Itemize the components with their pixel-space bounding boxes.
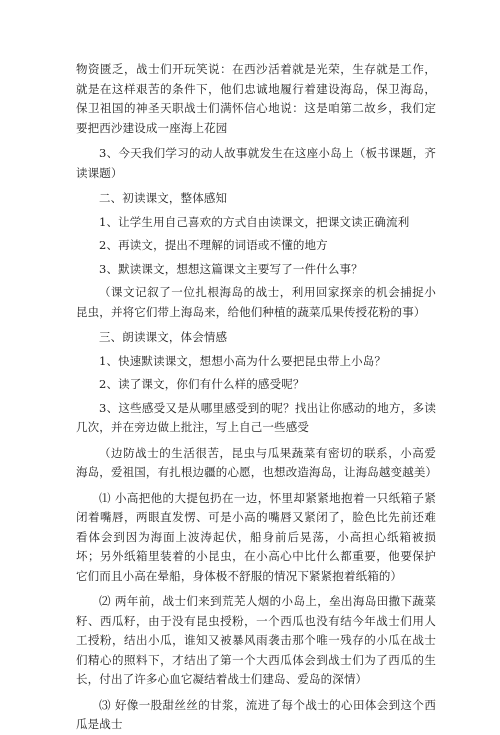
paragraph-summary-note: （课文记叙了一位扎根海岛的战士，利用回家探亲的机会捕捉小昆虫，并将它们带上海岛来，给他们种植的蔬菜瓜果传授花粉的事） — [76, 285, 436, 319]
paragraph-2-3: 3、默读课文，想想这篇课文主要写了一件什么事？ — [99, 261, 363, 276]
paragraph-2-1: 1、让学生用自己喜欢的方式自由读课文，把课文读正确流利 — [99, 214, 410, 229]
paragraph-2-2: 2、再读文，提出不理解的词语或不懂的地方 — [99, 238, 328, 252]
paragraph-3-2: 2、读了课文，你们有什么样的感受呢？ — [99, 377, 305, 391]
paragraph-point-3: ⑶ 好像一股甜丝丝的甘浆，流进了每个战士的心田体会到这个西瓜是战士 — [76, 697, 436, 731]
heading-section-2: 二、初读课文，整体感知 — [99, 191, 228, 205]
paragraph-3-3: 3、这些感受又是从哪里感受到的呢？找出让你感动的地方，多读几次，并在旁边做上批注，写上自己一些感受 — [76, 400, 436, 434]
paragraph-3-1: 1、快速默读课文，想想小高为什么要把昆虫带上小岛？ — [99, 353, 387, 368]
paragraph-intro-continued: 物资匮乏，战士们开玩笑说：在西沙活着就是光荣，生存就是工作，就是在这样艰苦的条件下，他们忠诚地履行着建设海岛，保卫海岛，保卫祖国的神圣天职战士们满怀信心地说：这是咱第二故乡，我们定要把西沙建设成一座海上花园 — [76, 62, 436, 135]
paragraph-feelings-note: （边防战士的生活很苦，昆虫与瓜果蔬菜有密切的联系，小高爱海岛，爱祖国，有扎根边疆的心愿，也想改造海岛，让海岛越变越美） — [76, 445, 438, 479]
paragraph-point-2: ⑵ 两年前，战士们来到荒芜人烟的小岛上，垒出海岛田撒下蔬菜籽、西瓜籽，由于没有昆虫授粉，一个西瓜也没有结今年战士们用人工授粉，结出小瓜，谁知又被暴风雨袭击那个唯一残存的小瓜在战士们精心的照料下，才结出了第一个大西瓜体会到战士们为了西瓜的生长，付出了许多心血它凝结着战士们建岛、爱岛的深情） — [76, 594, 436, 686]
heading-section-3: 三、朗读课文，体会情感 — [99, 330, 228, 344]
paragraph-step-3-topic: 3、今天我们学习的动人故事就发生在这座小岛上（板书课题，齐读课题） — [76, 146, 436, 180]
paragraph-point-1: ⑴ 小高把他的大提包扔在一边，怀里却紧紧地抱着一只纸箱子紧闭着嘴唇，两眼直发愣、可是小高的嘴唇又紧闭了，脸色比先前还难看体会到因为海面上波涛起伏，船身前后晃荡，小高担心纸箱被损坏；另外纸箱里装着的小昆虫，在小高心中比什么都重要，他要保护它们而且小高在晕船，身体极不舒服的情况下紧紧抱着纸箱的） — [76, 490, 436, 583]
